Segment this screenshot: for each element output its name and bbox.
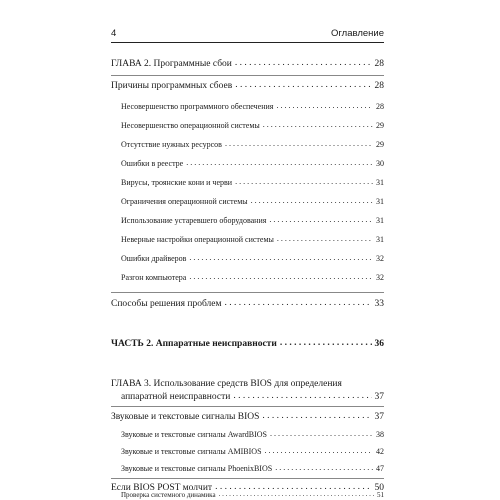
- toc-page-number: 47: [376, 464, 384, 473]
- toc-subentry[interactable]: [121, 217, 384, 225]
- toc-entry-text: ГЛАВА 2. Программные сбои: [111, 59, 232, 69]
- toc-entry-text: Звуковые и текстовые сигналы AwardBIOS: [121, 430, 267, 439]
- toc-entry-text: Причины программных сбоев: [111, 81, 233, 91]
- toc-entry-signals[interactable]: [111, 413, 384, 423]
- toc-page-number: 31: [376, 178, 384, 187]
- section-divider: [111, 406, 384, 407]
- toc-entry-text: Звуковые и текстовые сигналы BIOS: [111, 412, 260, 422]
- toc-subentry[interactable]: [121, 103, 384, 111]
- dot-leader: [225, 140, 373, 148]
- toc-page-number: 31: [376, 216, 384, 225]
- dot-leader: [270, 430, 373, 438]
- toc-entry-text: Звуковые и текстовые сигналы AMIBIOS: [121, 447, 262, 456]
- toc-page-number: 36: [374, 339, 384, 349]
- toc-page-number: 50: [374, 483, 384, 493]
- dot-leader: [265, 447, 373, 455]
- toc-subentry[interactable]: [121, 179, 384, 187]
- toc-page-number: 32: [376, 254, 384, 263]
- dot-leader: [233, 392, 371, 402]
- dot-leader: [251, 197, 373, 205]
- toc-page-number: 31: [376, 235, 384, 244]
- dot-leader: [189, 254, 373, 262]
- toc-entry-text: Ограничения операционной системы: [121, 197, 248, 206]
- toc-page-number: 38: [376, 430, 384, 439]
- dot-leader: [219, 491, 374, 498]
- dot-leader: [269, 216, 373, 224]
- toc-subentry[interactable]: [121, 448, 384, 456]
- running-title: Оглавление: [331, 28, 384, 39]
- toc-entry-text: Разгон компьютера: [121, 273, 187, 282]
- toc-subentry[interactable]: [121, 236, 384, 244]
- toc-entry-chapter-3-line1[interactable]: ГЛАВА 3. Использование средств BIOS для определения: [111, 379, 342, 389]
- toc-page-number: 32: [376, 273, 384, 282]
- dot-leader: [263, 121, 373, 129]
- toc-entry-text: Использование устаревшего оборудования: [121, 216, 267, 225]
- toc-entry-text: Несовершенство программного обеспечения: [121, 102, 274, 111]
- toc-page-number: 37: [374, 392, 384, 402]
- toc-subentry[interactable]: [121, 122, 384, 130]
- section-divider: [111, 75, 384, 76]
- toc-page-number: 28: [376, 102, 384, 111]
- dot-leader: [189, 273, 373, 281]
- page-header: [111, 25, 384, 43]
- toc-entry-text: Ошибки в реестре: [121, 159, 184, 168]
- toc-subentry[interactable]: [121, 431, 384, 439]
- dot-leader: [275, 464, 373, 472]
- toc-entry-text: Вирусы, троянские кони и черви: [121, 178, 233, 187]
- toc-entry-text: Неверные настройки операционной системы: [121, 235, 274, 244]
- toc-page-number: 31: [376, 197, 384, 206]
- dot-leader: [277, 235, 373, 243]
- section-divider: [111, 478, 384, 479]
- toc-entry-text: Отсутствие нужных ресурсов: [121, 140, 222, 149]
- dot-leader: [235, 178, 373, 186]
- toc-entry-causes[interactable]: [111, 82, 384, 92]
- toc-entry-chapter-2[interactable]: [111, 60, 384, 70]
- toc-subentry[interactable]: [121, 141, 384, 149]
- toc-page-number: 30: [376, 159, 384, 168]
- toc-page-number: 51: [377, 491, 384, 499]
- toc-entry-text: аппаратной неисправности: [121, 392, 231, 402]
- dot-leader: [262, 412, 371, 422]
- toc-subentry[interactable]: [121, 255, 384, 263]
- toc-entry-text: Ошибки драйверов: [121, 254, 187, 263]
- dot-leader: [235, 81, 371, 91]
- dot-leader: [276, 102, 373, 110]
- toc-page-number: 28: [374, 59, 384, 69]
- toc-page-number: 33: [374, 299, 384, 309]
- toc-entry-text: Способы решения проблем: [111, 299, 222, 309]
- toc-subentry[interactable]: [121, 465, 384, 473]
- dot-leader: [280, 339, 372, 349]
- toc-entry-text: Несовершенство операционной системы: [121, 121, 260, 130]
- toc-entry-chapter-3-line2[interactable]: [121, 393, 384, 403]
- toc-entry-text: Проверка системного динамика: [121, 491, 216, 499]
- section-divider: [111, 292, 384, 293]
- toc-subentry[interactable]: [121, 160, 384, 168]
- dot-leader: [186, 159, 373, 167]
- toc-subentry[interactable]: [121, 198, 384, 206]
- toc-entry-solutions[interactable]: [111, 300, 384, 310]
- toc-page-number: 29: [376, 121, 384, 130]
- toc-page-number: 37: [374, 412, 384, 422]
- toc-subentry[interactable]: [121, 274, 384, 282]
- toc-subentry[interactable]: [121, 492, 384, 499]
- toc-page-number: 28: [374, 81, 384, 91]
- page-number: 4: [111, 28, 117, 39]
- toc-entry-part-2[interactable]: [111, 340, 384, 350]
- toc-entry-text: ЧАСТЬ 2. Аппаратные неисправности: [111, 339, 277, 349]
- dot-leader: [225, 299, 372, 309]
- toc-entry-text: Звуковые и текстовые сигналы PhoenixBIOS: [121, 464, 273, 473]
- toc-page-number: 29: [376, 140, 384, 149]
- toc-entry-text: Если BIOS POST молчит: [111, 483, 213, 493]
- dot-leader: [235, 59, 372, 69]
- toc-page-number: 42: [376, 447, 384, 456]
